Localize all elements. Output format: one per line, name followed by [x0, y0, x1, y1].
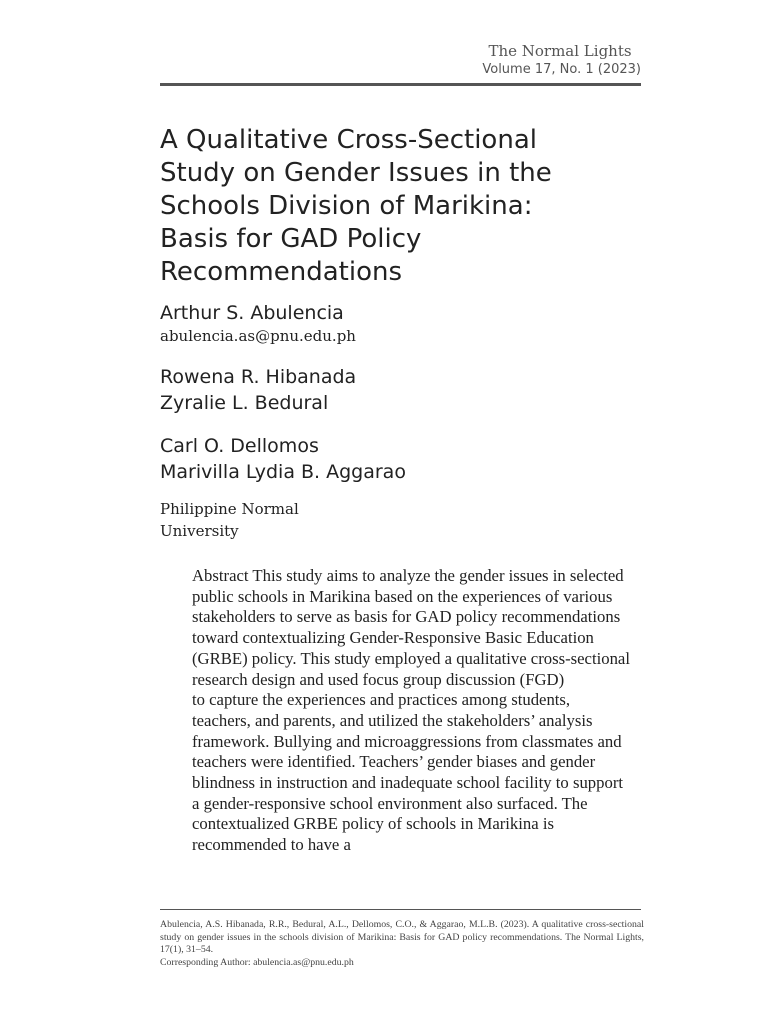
author-name: Carl O. Dellomos [160, 435, 319, 457]
corresponding-author: Corresponding Author: abulencia.as@pnu.edu.ph [160, 957, 354, 968]
abstract-paragraph: Abstract This study aims to analyze the gender issues in selected public schools in Marikina based on the experiences of various stakeholders to serve as basis for GAD policy recommendations toward contextualizing Gender-Responsive Basic Education (GRBE) policy. This study employed a qualitative cross-sectional research design and used focus group discussion (FGD) [192, 566, 630, 689]
author-name: Arthur S. Abulencia [160, 302, 344, 324]
affiliation: Philippine Normal University [160, 500, 299, 540]
footer-divider [160, 909, 641, 910]
author-email: abulencia.as@pnu.edu.ph [160, 327, 356, 345]
journal-name: The Normal Lights [488, 42, 632, 60]
citation: Abulencia, A.S. Hibanada, R.R., Bedural, A.L., Dellomos, C.O., & Aggarao, M.L.B. (2023). A qualitative cross-sectional study on gender issues in the schools division of Marikina: Basis for GAD policy recommendations. The Normal Lights, 17(1), 31–54. [160, 919, 644, 956]
paper-title: A Qualitative Cross-Sectional Study on Gender Issues in the Schools Division of Marikina: Basis for GAD Policy Recommendations [160, 125, 552, 287]
volume-info: Volume 17, No. 1 (2023) [482, 62, 641, 77]
author-name: Rowena R. Hibanada [160, 366, 357, 388]
abstract-paragraph: to capture the experiences and practices among students, teachers, and parents, and utilized the stakeholders’ analysis framework. Bullying and microaggressions from classmates and teachers were identified. Teachers’ gender biases and gender blindness in instruction and inadequate school facility to support a gender-responsive school environment also surfaced. The contextualized GRBE policy of schools in Marikina is recommended to have a [192, 690, 624, 855]
header-divider [160, 83, 641, 86]
abstract [192, 566, 632, 856]
author-name: Zyralie L. Bedural [160, 392, 329, 414]
author-name: Marivilla Lydia B. Aggarao [160, 461, 406, 483]
